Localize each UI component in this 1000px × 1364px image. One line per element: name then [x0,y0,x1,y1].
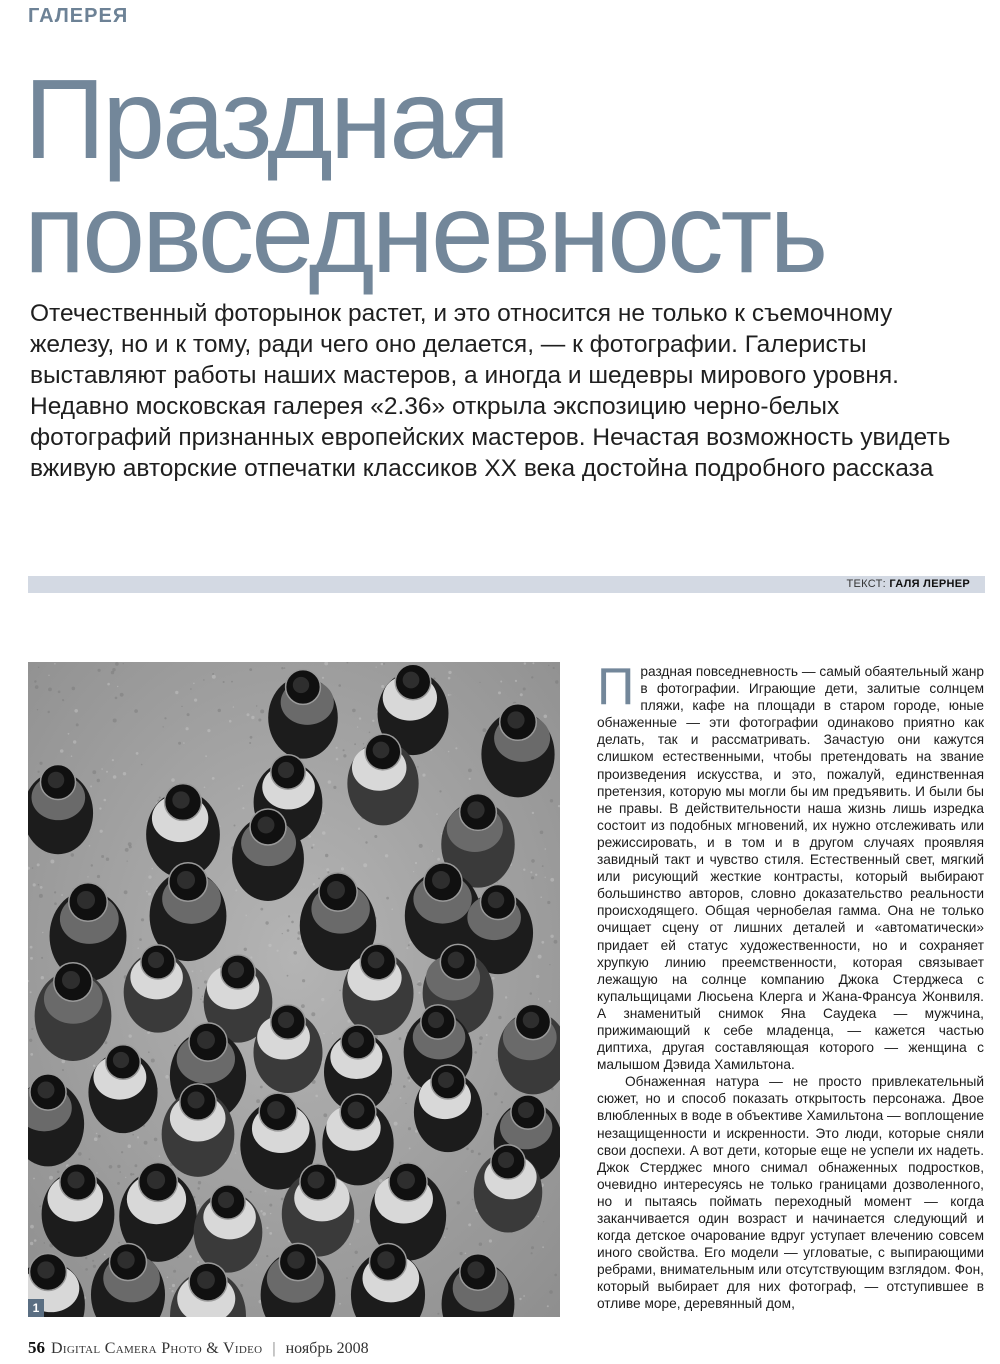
photo-number-badge: 1 [28,1299,44,1317]
byline [847,578,970,590]
headline [24,56,826,296]
article-paragraph-1 [597,663,984,1073]
crowd-photo-illustration [28,662,560,1317]
section-label: ГАЛЕРЕЯ [28,5,129,27]
page-number: 56 [28,1338,45,1357]
byline-bar [28,576,985,593]
byline-label: ТЕКСТ: [846,578,887,590]
lead-paragraph [30,298,980,484]
magazine-title: Digital Camera Photo & Video [51,1340,263,1357]
lead-text-2: Недавно московская галерея «2.36» открыла экспозицию черно-белых фотографий признанных европейских мастеров. Нечастая возможность увидеть вживую авторские отпечатки классиков XX века достойна подробного рассказа [30,393,951,482]
article-body [597,663,984,1329]
issue-date: ноябрь 2008 [285,1340,369,1357]
drop-cap: П [597,663,635,716]
gallery-photo [28,662,560,1317]
byline-author: ГАЛЯ ЛЕРНЕР [889,578,970,590]
lead-text-1: Отечественный фоторынок растет, и это относится не только к съемочному железу, но и к тому, ради чего оно делается, — к фотографии. Галеристы выставляют работы наших мастеров, а иногда и шедевры мирового уровня. [30,300,899,389]
footer-separator: | [272,1340,276,1357]
headline-line-1: Праздная [24,56,508,182]
page-footer [28,1338,369,1358]
article-paragraph-2: Обнаженная натура — не просто привлекательный сюжет, но и способ показать открытость персонажа. Двое влюбленных в воде в объективе Хамильтона — воплощение незащищенности и искренности. Это люди, которые сняли свои доспехи. А вот дети, которые еще не успели их надеть. Джок Стерджес много снимал обнаженных подростков, очевидно интересуясь не только границами дозволенного, но и пытаясь поймать переходный момент — когда заканчивается один возраст и начинается следующий и когда детское очарование вдруг уступает влечению совсем иного свойства. Его модели — угловатые, с выпирающими ребрами, внимательным или отсутствующим взглядом. Фон, который выбирает для них фотограф, — отступившее в отливе море, деревянный дом, [597,1074,984,1312]
headline-line-2: повседневность [24,170,826,296]
article-paragraph-1-text: раздная повседневность — самый обаятельный жанр в фотографии. Играющие дети, залитые солнцем пляжи, кафе на площади в старом городе, юные обнаженные — эти фотографии одинаково приятно как делать, так и рассматривать. Зачастую они кажутся слишком естественными, чтобы претендовать на звание произведения искусства, и это, пожалуй, единственная претензия, которую мы могли бы им предъявить. И были бы не правы. В действительности наша жизнь лишь изредка состоит из подобных мгновений, их нужно отслеживать или режиссировать, и в том и в другом случаях проявляя завидный такт и чувство стиля. Естественный свет, мягкий или рисующий жесткие контрасты, который выбирают большинство авторов, словно доказательство реальности происходящего. Общая чернобелая гамма. Она не только очищает сцену от лишних деталей и «автоматически» придает ей статус художественности, но и сохраняет хрупкую линию преемственности, которая связывает лежащую на солнце компанию Джока Стерджеса с купальщицами Люсьена Клерга и Жана-Франсуа Жонвиля. А знаменитый снимок Яна Саудека — мужчина, прижимающий к себе младенца, — кажется частью диптиха, другая составляющая которого — женщина с малышом Дэвида Хамильтона. [597,664,984,1073]
